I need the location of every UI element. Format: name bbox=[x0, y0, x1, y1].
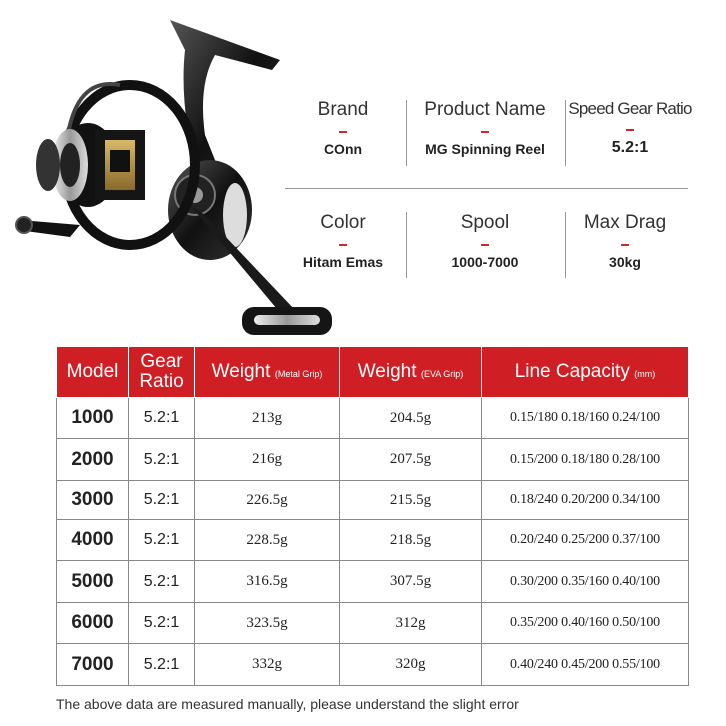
cell-gear-ratio: 5.2:1 bbox=[129, 520, 195, 561]
table-row bbox=[57, 561, 689, 603]
table-row bbox=[57, 398, 689, 439]
cell-gear-ratio: 5.2:1 bbox=[129, 603, 195, 644]
spec-speed-gear-ratio bbox=[566, 99, 694, 157]
cell-gear-ratio: 5.2:1 bbox=[129, 398, 195, 439]
cell-line-capacity: 0.40/240 0.45/200 0.55/100 bbox=[482, 644, 689, 686]
spec-brand bbox=[300, 99, 386, 157]
cell-gear-ratio: 5.2:1 bbox=[129, 561, 195, 603]
cell-weight-eva: 312g bbox=[340, 603, 482, 644]
header-line-capacity: Line Capacity (mm) bbox=[482, 347, 689, 398]
spec-brand-label: Brand bbox=[317, 99, 369, 120]
header-gear-ratio: Gear Ratio bbox=[129, 347, 195, 398]
spec-spool-value: 1000-7000 bbox=[451, 254, 519, 270]
measurement-disclaimer: The above data are measured manually, please understand the slight error bbox=[56, 696, 519, 712]
cell-gear-ratio: 5.2:1 bbox=[129, 644, 195, 686]
cell-weight-metal: 323.5g bbox=[195, 603, 340, 644]
spec-max-drag-value: 30kg bbox=[609, 254, 641, 270]
spec-color bbox=[300, 212, 386, 270]
spec-color-label: Color bbox=[320, 212, 366, 233]
model-spec-table bbox=[56, 346, 689, 686]
cell-model: 6000 bbox=[57, 603, 129, 644]
spinning-reel-image bbox=[10, 15, 340, 345]
table-row bbox=[57, 603, 689, 644]
header-model: Model bbox=[57, 347, 129, 398]
spec-divider-dash bbox=[626, 129, 634, 131]
spec-spool bbox=[410, 212, 560, 270]
cell-weight-eva: 320g bbox=[340, 644, 482, 686]
header-line-capacity-note: (mm) bbox=[634, 369, 656, 379]
cell-line-capacity: 0.15/180 0.18/160 0.24/100 bbox=[482, 398, 689, 439]
spec-product-name bbox=[410, 99, 560, 157]
table-row bbox=[57, 439, 689, 481]
cell-line-capacity: 0.35/200 0.40/160 0.50/100 bbox=[482, 603, 689, 644]
cell-model: 1000 bbox=[57, 398, 129, 439]
spec-row-divider bbox=[285, 188, 688, 189]
cell-weight-metal: 213g bbox=[195, 398, 340, 439]
header-weight-metal: Weight (Metal Grip) bbox=[195, 347, 340, 398]
cell-line-capacity: 0.20/240 0.25/200 0.37/100 bbox=[482, 520, 689, 561]
spec-spool-label: Spool bbox=[460, 212, 510, 233]
cell-weight-metal: 332g bbox=[195, 644, 340, 686]
spec-speed-gear-ratio-label: Speed Gear Ratio bbox=[568, 99, 692, 118]
cell-weight-metal: 316.5g bbox=[195, 561, 340, 603]
cell-weight-eva: 204.5g bbox=[340, 398, 482, 439]
cell-line-capacity: 0.30/200 0.35/160 0.40/100 bbox=[482, 561, 689, 603]
header-weight-eva: Weight (EVA Grip) bbox=[340, 347, 482, 398]
spec-divider-dash bbox=[339, 244, 347, 246]
spec-product-name-label: Product Name bbox=[424, 99, 546, 120]
spec-divider-dash bbox=[621, 244, 629, 246]
header-weight-metal-note: (Metal Grip) bbox=[274, 369, 323, 379]
spec-column-divider bbox=[406, 100, 407, 166]
spec-divider-dash bbox=[339, 131, 347, 133]
cell-gear-ratio: 5.2:1 bbox=[129, 481, 195, 520]
table-row bbox=[57, 520, 689, 561]
cell-model: 3000 bbox=[57, 481, 129, 520]
cell-line-capacity: 0.15/200 0.18/180 0.28/100 bbox=[482, 439, 689, 481]
spec-product-name-value: MG Spinning Reel bbox=[425, 141, 545, 157]
cell-model: 4000 bbox=[57, 520, 129, 561]
cell-weight-eva: 215.5g bbox=[340, 481, 482, 520]
cell-weight-eva: 218.5g bbox=[340, 520, 482, 561]
cell-weight-metal: 228.5g bbox=[195, 520, 340, 561]
header-weight-eva-note: (EVA Grip) bbox=[420, 369, 464, 379]
cell-model: 7000 bbox=[57, 644, 129, 686]
cell-weight-metal: 226.5g bbox=[195, 481, 340, 520]
spec-max-drag-label: Max Drag bbox=[583, 212, 667, 233]
cell-weight-eva: 207.5g bbox=[340, 439, 482, 481]
table-header-row bbox=[57, 347, 689, 398]
spec-brand-value: COnn bbox=[323, 141, 363, 157]
spec-speed-gear-ratio-value: 5.2:1 bbox=[611, 139, 649, 156]
spec-color-value: Hitam Emas bbox=[302, 254, 384, 270]
table-row bbox=[57, 481, 689, 520]
spec-max-drag bbox=[566, 212, 684, 270]
cell-gear-ratio: 5.2:1 bbox=[129, 439, 195, 481]
cell-weight-eva: 307.5g bbox=[340, 561, 482, 603]
spec-divider-dash bbox=[481, 131, 489, 133]
cell-model: 5000 bbox=[57, 561, 129, 603]
spec-divider-dash bbox=[481, 244, 489, 246]
cell-model: 2000 bbox=[57, 439, 129, 481]
cell-weight-metal: 216g bbox=[195, 439, 340, 481]
table-row bbox=[57, 644, 689, 686]
spec-column-divider bbox=[406, 212, 407, 278]
cell-line-capacity: 0.18/240 0.20/200 0.34/100 bbox=[482, 481, 689, 520]
